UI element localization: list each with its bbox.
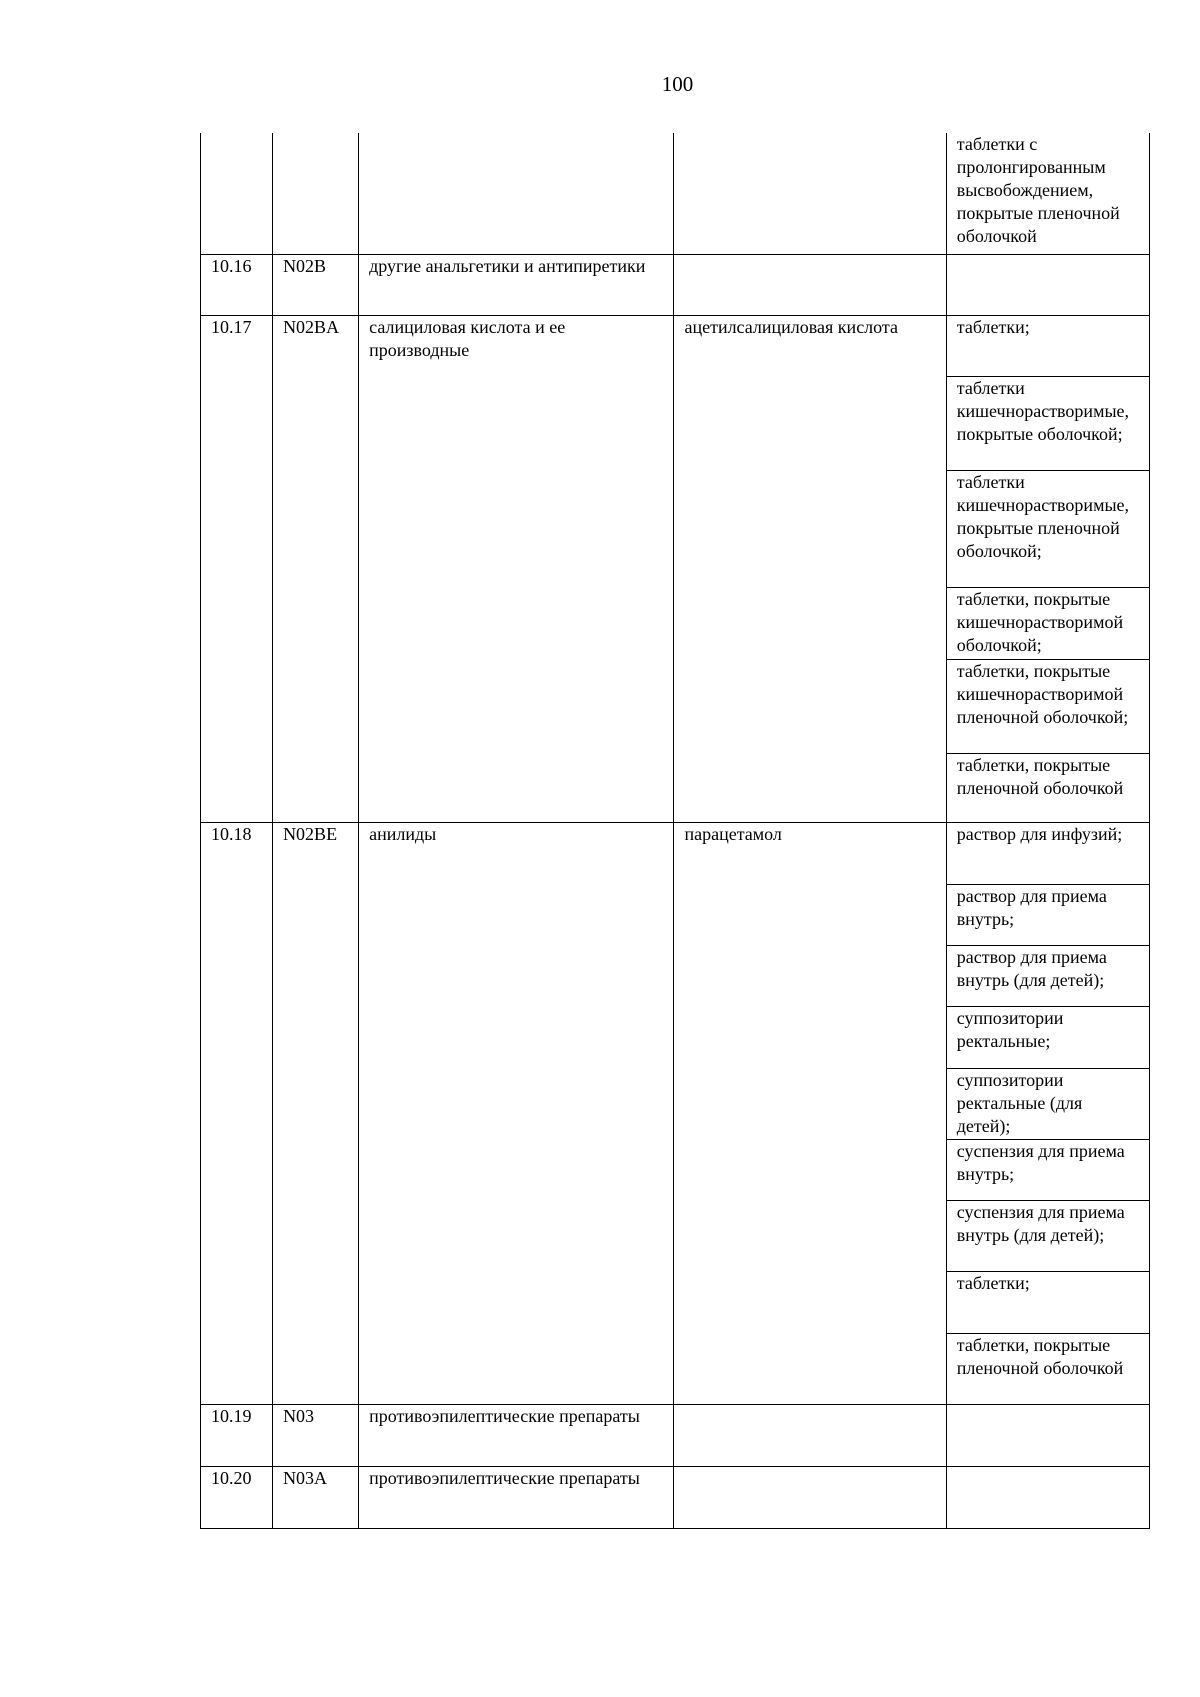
num-cell: 10.17 — [201, 315, 273, 822]
form-cell: таблетки с пролонгированным высвобождением, покрытые пленочной оболочкой — [946, 133, 1149, 254]
form-cell — [946, 254, 1149, 315]
drug-cell — [674, 254, 946, 315]
form-cell: таблетки, покрытые кишечнорастворимой пленочной оболочкой; — [946, 659, 1149, 753]
num-cell: 10.20 — [201, 1466, 273, 1528]
drug-table — [200, 133, 1150, 1529]
code-cell: N02BA — [273, 315, 359, 822]
code-cell: N03 — [273, 1404, 359, 1466]
form-cell: таблетки, покрытые пленочной оболочкой — [946, 753, 1149, 822]
form-cell: таблетки, покрытые пленочной оболочкой — [946, 1333, 1149, 1404]
form-cell: раствор для инфузий; — [946, 822, 1149, 884]
form-cell: раствор для приема внутрь; — [946, 884, 1149, 945]
drug-cell: парацетамол — [674, 822, 946, 1404]
drug-cell — [674, 1404, 946, 1466]
table-row — [201, 133, 1150, 254]
drug-cell — [674, 1466, 946, 1528]
code-cell: N02B — [273, 254, 359, 315]
num-cell: 10.19 — [201, 1404, 273, 1466]
code-cell — [273, 133, 359, 254]
form-cell: суспензия для приема внутрь; — [946, 1139, 1149, 1200]
form-cell: таблетки; — [946, 315, 1149, 376]
group-cell: салициловая кислота и ее производные — [359, 315, 674, 822]
form-cell: суппозитории ректальные (для детей); — [946, 1068, 1149, 1139]
drug-cell: ацетилсалициловая кислота — [674, 315, 946, 822]
form-cell: суспензия для приема внутрь (для детей); — [946, 1200, 1149, 1271]
form-cell: таблетки кишечнорастворимые, покрытые оболочкой; — [946, 376, 1149, 470]
form-cell: таблетки, покрытые кишечнорастворимой оболочкой; — [946, 587, 1149, 659]
group-cell: другие анальгетики и антипиретики — [359, 254, 674, 315]
num-cell: 10.18 — [201, 822, 273, 1404]
table-row — [201, 1404, 1150, 1466]
table-row — [201, 315, 1150, 376]
num-cell: 10.16 — [201, 254, 273, 315]
page-number: 100 — [661, 72, 694, 96]
table-row — [201, 1466, 1150, 1528]
form-cell: раствор для приема внутрь (для детей); — [946, 945, 1149, 1006]
code-cell: N03A — [273, 1466, 359, 1528]
group-cell: противоэпилептические препараты — [359, 1404, 674, 1466]
form-cell: таблетки; — [946, 1271, 1149, 1333]
num-cell — [201, 133, 273, 254]
code-cell: N02BE — [273, 822, 359, 1404]
form-cell: таблетки кишечнорастворимые, покрытые пленочной оболочкой; — [946, 470, 1149, 587]
group-cell — [359, 133, 674, 254]
form-cell — [946, 1404, 1149, 1466]
group-cell: противоэпилептические препараты — [359, 1466, 674, 1528]
drug-cell — [674, 133, 946, 254]
form-cell: суппозитории ректальные; — [946, 1006, 1149, 1068]
table-row — [201, 254, 1150, 315]
group-cell: анилиды — [359, 822, 674, 1404]
table-row — [201, 822, 1150, 884]
form-cell — [946, 1466, 1149, 1528]
